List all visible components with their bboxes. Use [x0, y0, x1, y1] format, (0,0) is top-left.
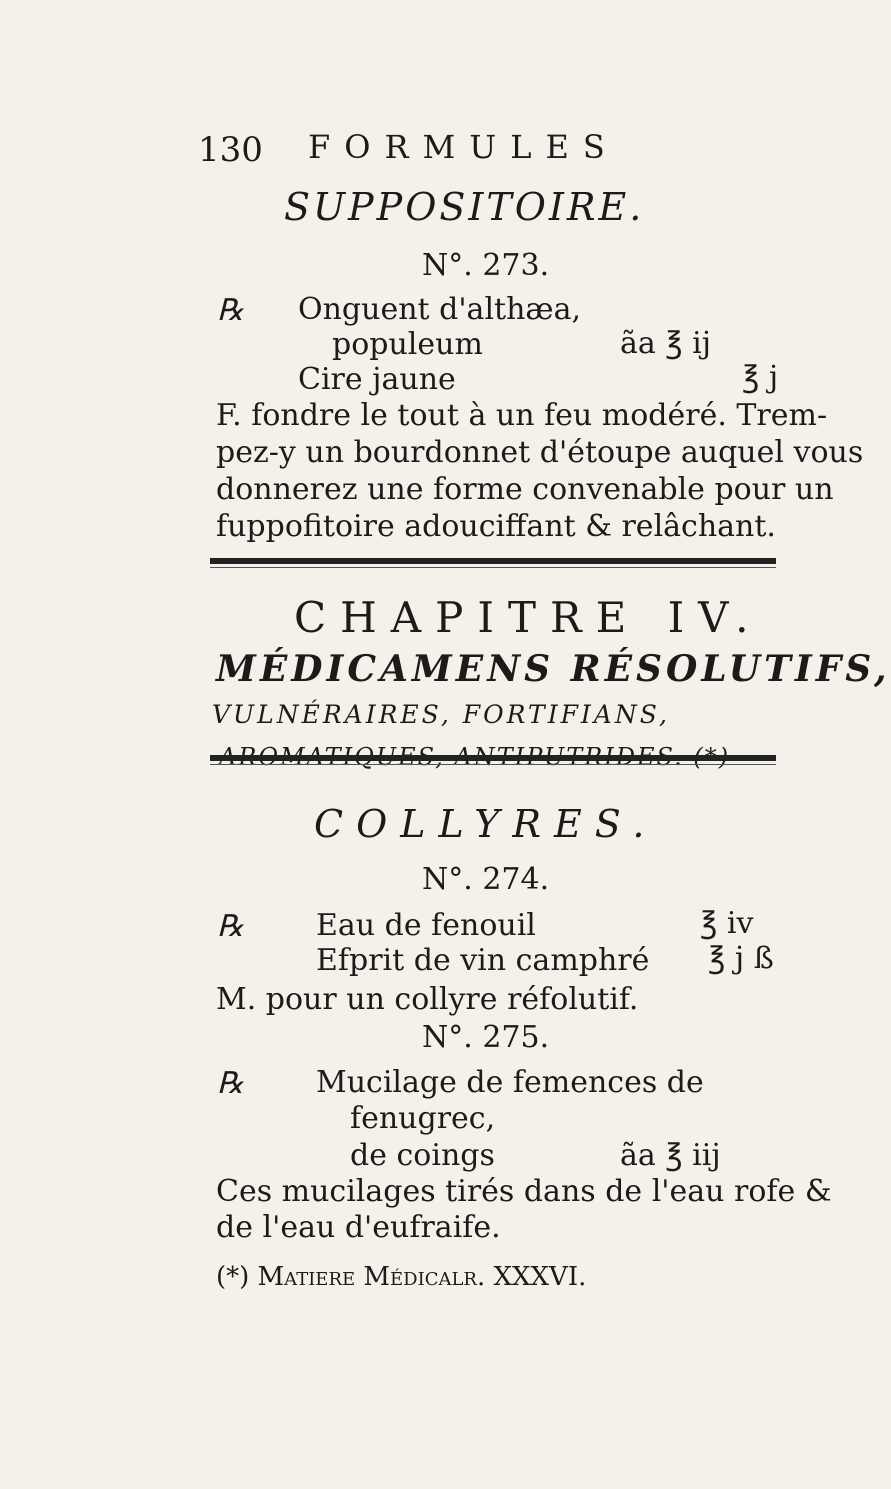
ingredient-quantity: ℥ j ß [708, 941, 774, 976]
ingredient-quantity: ℥ iv [700, 906, 754, 941]
instruction-line: pez-y un bourdonnet d'étoupe auquel vous [216, 435, 864, 470]
ornamental-rule [210, 558, 776, 564]
ingredient-name: Cire jaune [298, 362, 456, 397]
instruction-line: de l'eau d'eufraife. [216, 1210, 501, 1245]
instruction-line: fuppofitoire adouciffant & relâchant. [216, 509, 776, 544]
running-title: FORMULES [308, 128, 619, 166]
ingredient-quantity: ℥ j [742, 360, 779, 395]
ingredient-quantity: ãa ℥ ij [620, 326, 712, 361]
ornamental-rule [210, 755, 776, 761]
instruction-line: donnerez une forme convenable pour un [216, 472, 834, 507]
chapter-title: CHAPITRE IV. [294, 593, 763, 642]
ingredient-name: Mucilage de femences de [316, 1065, 704, 1100]
ingredient-name: Onguent d'althæa, [298, 292, 582, 327]
instruction-line: F. fondre le tout à un feu modéré. Trem- [216, 398, 828, 433]
ingredient-quantity: ãa ℥ iij [620, 1138, 721, 1173]
instruction-line: M. pour un collyre réfolutif. [216, 982, 639, 1017]
recipe-symbol-icon: ℞ [217, 909, 244, 944]
recipe-symbol-icon: ℞ [217, 293, 244, 328]
ingredient-name: Eau de fenouil [316, 908, 536, 943]
footnote: (*) Matiere Médicalr. XXXVI. [216, 1262, 587, 1292]
recipe-number-273: N°. 273. [422, 248, 550, 283]
ingredient-name: fenugrec, [350, 1101, 496, 1136]
recipe-number-274: N°. 274. [422, 862, 550, 897]
chapter-subheading: VULNÉRAIRES, FORTIFIANS, [212, 700, 670, 729]
section-title-collyres: COLLYRES. [314, 802, 658, 846]
ingredient-name: de coings [350, 1138, 495, 1173]
page-number: 130 [198, 130, 263, 170]
chapter-heading: MÉDICAMENS RÉSOLUTIFS, [216, 648, 891, 690]
section-title-suppositoire: SUPPOSITOIRE. [284, 185, 645, 229]
recipe-number-275: N°. 275. [422, 1020, 550, 1055]
recipe-symbol-icon: ℞ [217, 1066, 244, 1101]
ingredient-name: populeum [332, 327, 483, 362]
instruction-line: Ces mucilages tirés dans de l'eau rofe & [216, 1174, 832, 1209]
ingredient-name: Efprit de vin camphré [316, 943, 650, 978]
